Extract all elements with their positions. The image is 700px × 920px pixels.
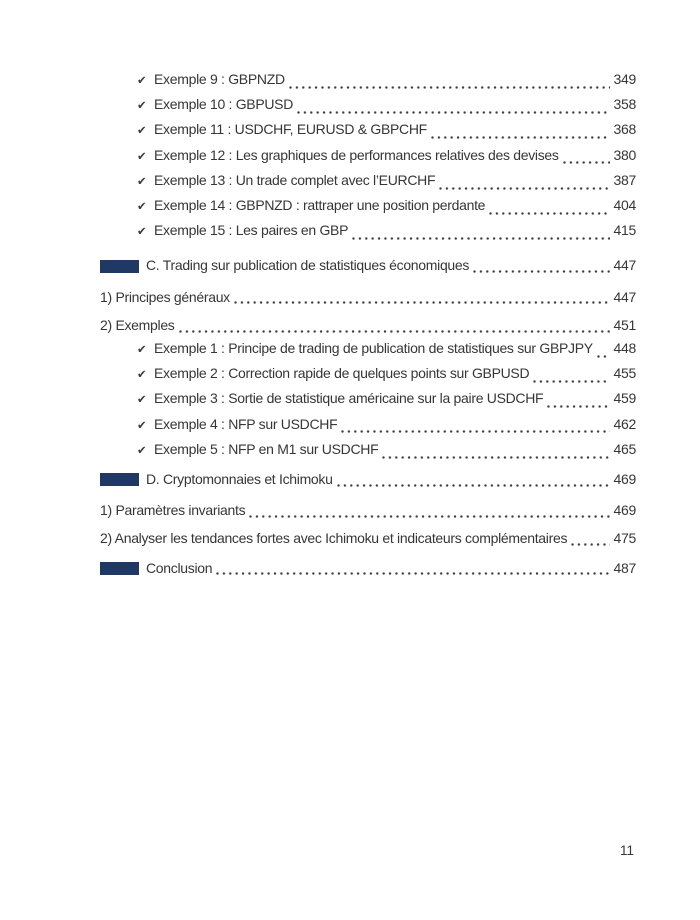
- toc-entry-page: 358: [613, 96, 636, 113]
- toc-entry-title: Exemple 3 : Sortie de statistique américaine sur la paire USDCHF: [154, 390, 544, 407]
- dot-leader: [438, 169, 610, 194]
- toc-entry-page: 415: [613, 222, 636, 239]
- dot-leader: [248, 499, 610, 522]
- check-icon: ✔: [137, 201, 147, 214]
- toc-entry: [100, 68, 636, 93]
- section-marker: [100, 473, 139, 486]
- toc-entry-page: 387: [613, 171, 636, 188]
- toc-entry-title: 1) Principes généraux: [100, 288, 230, 305]
- check-icon: ✔: [137, 369, 147, 382]
- dot-leader: [532, 362, 610, 387]
- dot-leader: [562, 144, 611, 169]
- toc-entry-page: 455: [613, 365, 636, 382]
- toc-entry-page: 459: [613, 390, 636, 407]
- dot-leader: [430, 118, 611, 143]
- dot-leader: [596, 337, 611, 362]
- check-icon: ✔: [137, 419, 147, 432]
- dot-leader: [233, 286, 611, 309]
- toc-entry-title: Exemple 5 : NFP en M1 sur USDCHF: [154, 440, 379, 457]
- dot-leader: [215, 557, 610, 580]
- toc-entry-page: 487: [613, 559, 636, 576]
- toc-entry-title: Exemple 11 : USDCHF, EURUSD & GBPCHF: [154, 121, 427, 138]
- check-icon: ✔: [137, 344, 147, 357]
- toc-entry: [100, 169, 636, 194]
- toc-entry-page: 368: [613, 121, 636, 138]
- toc-entry: [100, 118, 636, 143]
- toc-entry-page: 465: [613, 440, 636, 457]
- toc-entry-page: 462: [613, 415, 636, 432]
- toc-entry-title: Exemple 4 : NFP sur USDCHF: [154, 415, 338, 432]
- toc-entry-title: Exemple 15 : Les paires en GBP: [154, 222, 349, 239]
- dot-leader: [178, 314, 611, 337]
- toc-entry-title: Exemple 9 : GBPNZD: [154, 71, 285, 87]
- toc-section-header: [100, 557, 636, 580]
- toc-entry-title: Exemple 13 : Un trade complet avec l’EURCHF: [154, 171, 436, 188]
- toc-entry-title: Exemple 10 : GBPUSD: [154, 96, 294, 113]
- toc-entry-title: C. Trading sur publication de statistiques économiques: [146, 257, 470, 274]
- toc-entry-page: 475: [613, 530, 636, 547]
- toc-entry-title: D. Cryptomonnaies et Ichimoku: [146, 471, 333, 488]
- dot-leader: [336, 468, 611, 491]
- dot-leader: [546, 387, 610, 412]
- toc-entry-page: 447: [613, 257, 636, 274]
- dot-leader: [351, 219, 610, 244]
- toc-entry-title: Exemple 1 : Principe de trading de publication de statistiques sur GBPJPY: [154, 340, 593, 357]
- toc-entry-page: 447: [613, 288, 636, 305]
- toc-entry-title: 1) Paramètres invariants: [100, 502, 246, 519]
- check-icon: ✔: [137, 150, 147, 163]
- dot-leader: [340, 413, 610, 438]
- dot-leader: [288, 68, 611, 93]
- toc-entry: [100, 314, 636, 337]
- toc-entry-page: 451: [613, 316, 636, 333]
- toc-section-header: [100, 254, 636, 277]
- toc-entry: [100, 527, 636, 550]
- toc-entry: [100, 194, 636, 219]
- dot-leader: [472, 254, 610, 277]
- toc-entry-title: 2) Analyser les tendances fortes avec Ichimoku et indicateurs complémentaires: [100, 530, 568, 547]
- toc-entry-title: Exemple 2 : Correction rapide de quelques points sur GBPUSD: [154, 365, 530, 382]
- check-icon: ✔: [137, 226, 147, 239]
- toc-entry-page: 349: [613, 71, 636, 87]
- page-number: 11: [619, 843, 634, 858]
- toc-entry: [100, 362, 636, 387]
- toc-entry-title: Exemple 12 : Les graphiques de performances relatives des devises: [154, 146, 559, 163]
- toc-entry: [100, 413, 636, 438]
- toc-entry: [100, 337, 636, 362]
- toc-entry-title: 2) Exemples: [100, 316, 175, 333]
- section-marker: [100, 260, 139, 273]
- toc-entry: [100, 286, 636, 309]
- toc-entry: [100, 387, 636, 412]
- toc-entry-page: 448: [613, 340, 636, 357]
- toc-entry: [100, 499, 636, 522]
- check-icon: ✔: [137, 100, 147, 113]
- check-icon: ✔: [137, 394, 147, 407]
- toc-entry: [100, 438, 636, 463]
- toc-entry-page: 469: [613, 502, 636, 519]
- toc-entry-page: 469: [613, 471, 636, 488]
- dot-leader: [570, 527, 610, 550]
- toc-entry: [100, 93, 636, 118]
- dot-leader: [296, 93, 611, 118]
- dot-leader: [381, 438, 610, 463]
- toc-entry-title: Exemple 14 : GBPNZD : rattraper une position perdante: [154, 197, 486, 214]
- check-icon: ✔: [137, 444, 147, 457]
- check-icon: ✔: [137, 125, 147, 138]
- toc-entry-page: 404: [613, 197, 636, 214]
- section-marker: [100, 562, 139, 575]
- toc-entry-title: Conclusion: [146, 559, 213, 576]
- toc-section-header: [100, 468, 636, 491]
- dot-leader: [488, 194, 610, 219]
- toc-entry: [100, 219, 636, 244]
- toc-entry-page: 380: [613, 146, 636, 163]
- check-icon: ✔: [137, 75, 147, 87]
- toc-entry: [100, 144, 636, 169]
- check-icon: ✔: [137, 175, 147, 188]
